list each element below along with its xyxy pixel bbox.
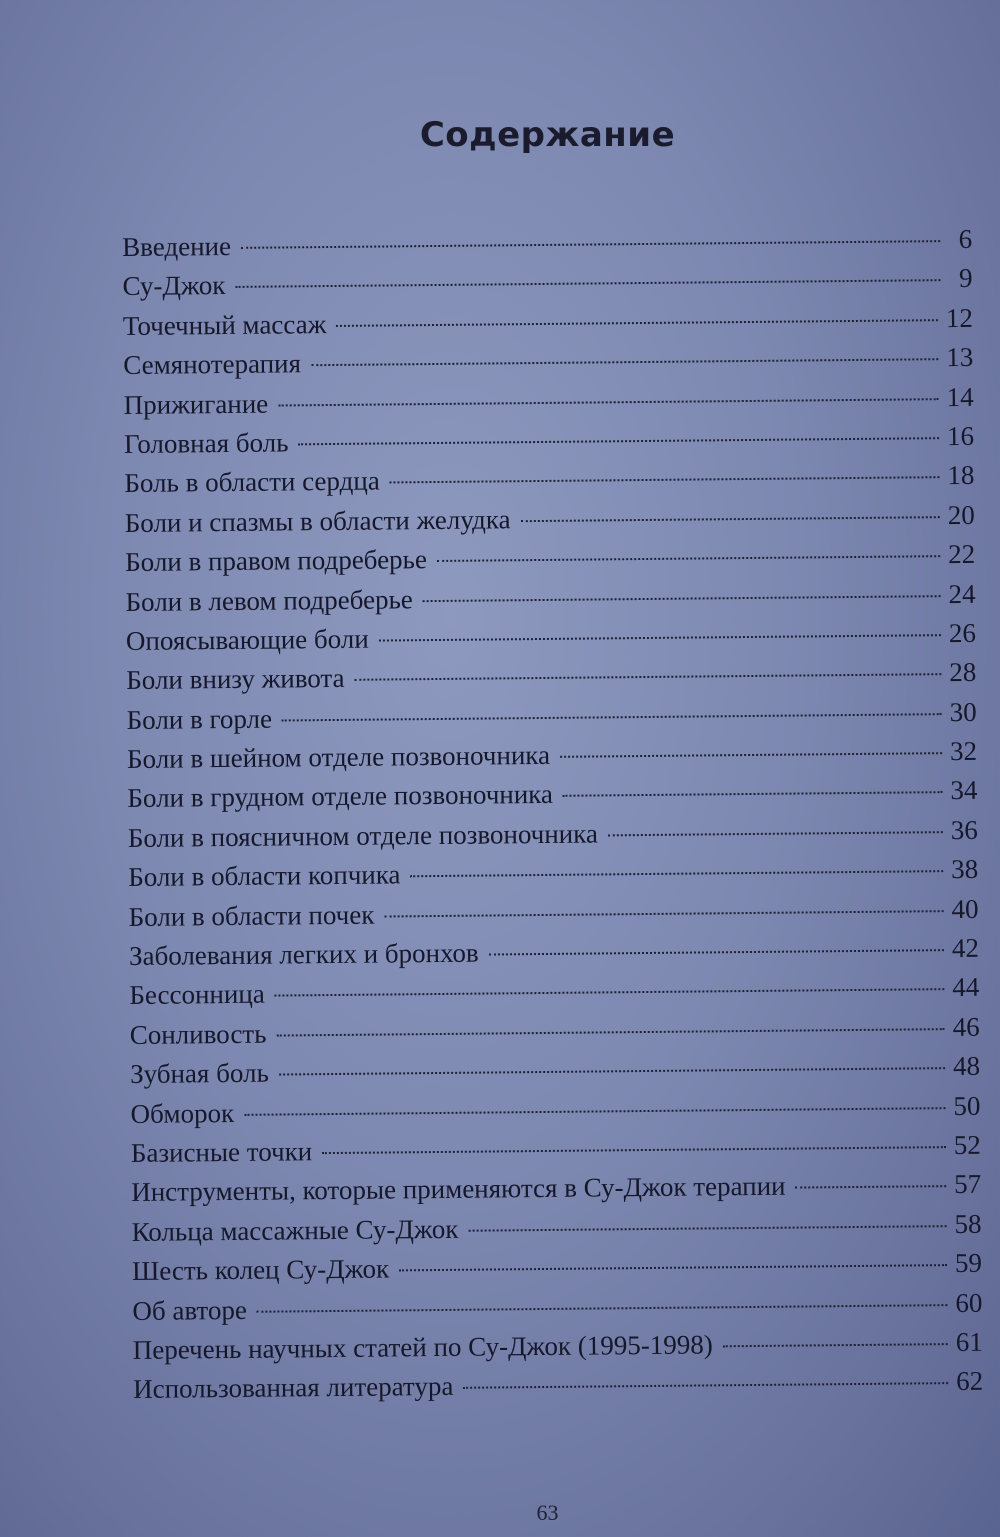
page-title: Содержание [419,114,676,155]
dot-leader [278,398,938,406]
toc-entry-title: Шесть колец Су-Джок [131,1253,390,1287]
toc-entry-page: 26 [948,617,977,648]
toc-entry-title: Боли в правом подреберье [125,544,428,578]
toc-entry-title: Боли в области почек [128,899,375,932]
dot-leader [489,949,944,955]
toc-entry-page: 59 [954,1247,983,1279]
toc-entry-page: 62 [955,1366,984,1397]
toc-entry-title: Инструменты, которые применяются в Су-Джок терапии [131,1171,786,1208]
toc-entry-page: 50 [953,1090,981,1121]
toc-entry-page: 30 [949,696,977,727]
toc-entry-title: Кольца массажные Су-Джок [131,1213,459,1247]
toc-entry-title: Прижигание [123,388,269,420]
toc-entry-page: 16 [946,420,975,452]
dot-leader [282,713,942,721]
dot-leader [279,1067,945,1075]
toc-entry-page: 9 [958,263,973,294]
dot-leader [796,1186,947,1189]
dot-leader [322,1146,946,1154]
dot-leader [275,989,945,997]
toc-entry-title: Боли в области копчика [128,859,401,893]
toc-entry-title: Об авторе [132,1294,248,1326]
toc-entry-page: 52 [953,1129,981,1161]
dot-leader [384,910,943,917]
dot-leader [276,1028,944,1036]
dot-leader [241,240,940,249]
toc-entry-page: 24 [948,578,976,609]
dot-leader [298,437,939,445]
toc-entry-title: Су-Джок [122,270,226,302]
dot-leader [235,280,940,289]
page-number: 63 [536,1500,559,1525]
toc-entry-page: 13 [946,342,974,373]
toc-entry-page: 42 [951,932,980,964]
dot-leader [723,1343,948,1347]
toc-entry-title: Заболевания легких и бронхов [128,937,479,971]
toc-entry-title: Боли в левом подреберье [125,583,413,617]
dot-leader [468,1225,946,1232]
toc-entry-page: 20 [947,499,975,530]
toc-entry-title: Боли внизу живота [126,663,345,696]
toc-entry-page: 40 [951,893,979,924]
toc-entry-title: Боли в поясничном отделе позвоночника [127,818,599,853]
dot-leader [410,870,943,877]
toc-entry-title: Введение [122,230,232,262]
toc-entry-page: 48 [952,1051,981,1082]
dot-leader [257,1304,948,1313]
toc-entry-title: Использованная литература [133,1371,454,1405]
toc-entry-page: 57 [954,1169,982,1200]
toc-entry-title: Базисные точки [130,1136,313,1168]
toc-entry-page: 22 [948,538,976,570]
dot-leader [379,634,941,641]
toc-entry-title: Семянотерапия [123,348,302,381]
toc-entry-page: 28 [949,657,977,688]
dot-leader [311,358,938,366]
toc-entry-page: 34 [950,775,978,806]
toc-entry-title: Сонливость [129,1018,267,1050]
toc-entry-title: Бессонница [129,979,265,1011]
toc-entry-page: 61 [955,1326,983,1357]
toc-entry-title: Боль в области сердца [124,465,380,499]
dot-leader [608,831,943,836]
dot-leader [437,555,940,562]
toc-entry-page: 32 [949,735,978,767]
toc-entry-page: 58 [954,1208,982,1239]
toc-entry [133,1362,983,1410]
toc-entry-page: 60 [955,1287,983,1318]
dot-leader [563,792,943,798]
toc-entry-title: Головная боль [123,427,289,459]
dot-leader [463,1382,948,1389]
toc-entry-page: 12 [945,302,974,333]
toc-entry-title: Точечный массаж [122,308,327,341]
dot-leader [390,477,940,484]
toc-entry-title: Боли в грудном отделе позвоночника [127,779,554,814]
toc-entry-title: Обморок [130,1097,235,1129]
toc-entry-page: 46 [952,1011,980,1042]
dot-leader [399,1264,947,1271]
toc-entry-page: 18 [947,460,975,491]
toc-entry-page: 38 [951,854,979,885]
dot-leader [355,673,942,681]
dot-leader [560,752,942,758]
toc-entry-page: 36 [950,814,978,845]
toc-entry-title: Боли в горле [126,703,273,735]
toc-entry-page: 14 [946,381,974,412]
toc-entry-title: Зубная боль [129,1057,269,1090]
dot-leader [336,319,938,327]
dot-leader [244,1107,945,1116]
toc-entry-page: 44 [952,972,980,1003]
dot-leader [521,516,940,522]
toc-entry-title: Боли и спазмы в области желудка [124,504,511,538]
toc-entry-page: 6 [958,223,973,254]
toc-entry-title: Опоясывающие боли [125,623,369,656]
toc-entry-title: Перечень научных статей по Су-Джок (1995-1998) [132,1329,713,1365]
dot-leader [423,595,941,602]
table-of-contents [122,220,983,1410]
toc-entry-title: Боли в шейном отделе позвоночника [126,739,551,775]
